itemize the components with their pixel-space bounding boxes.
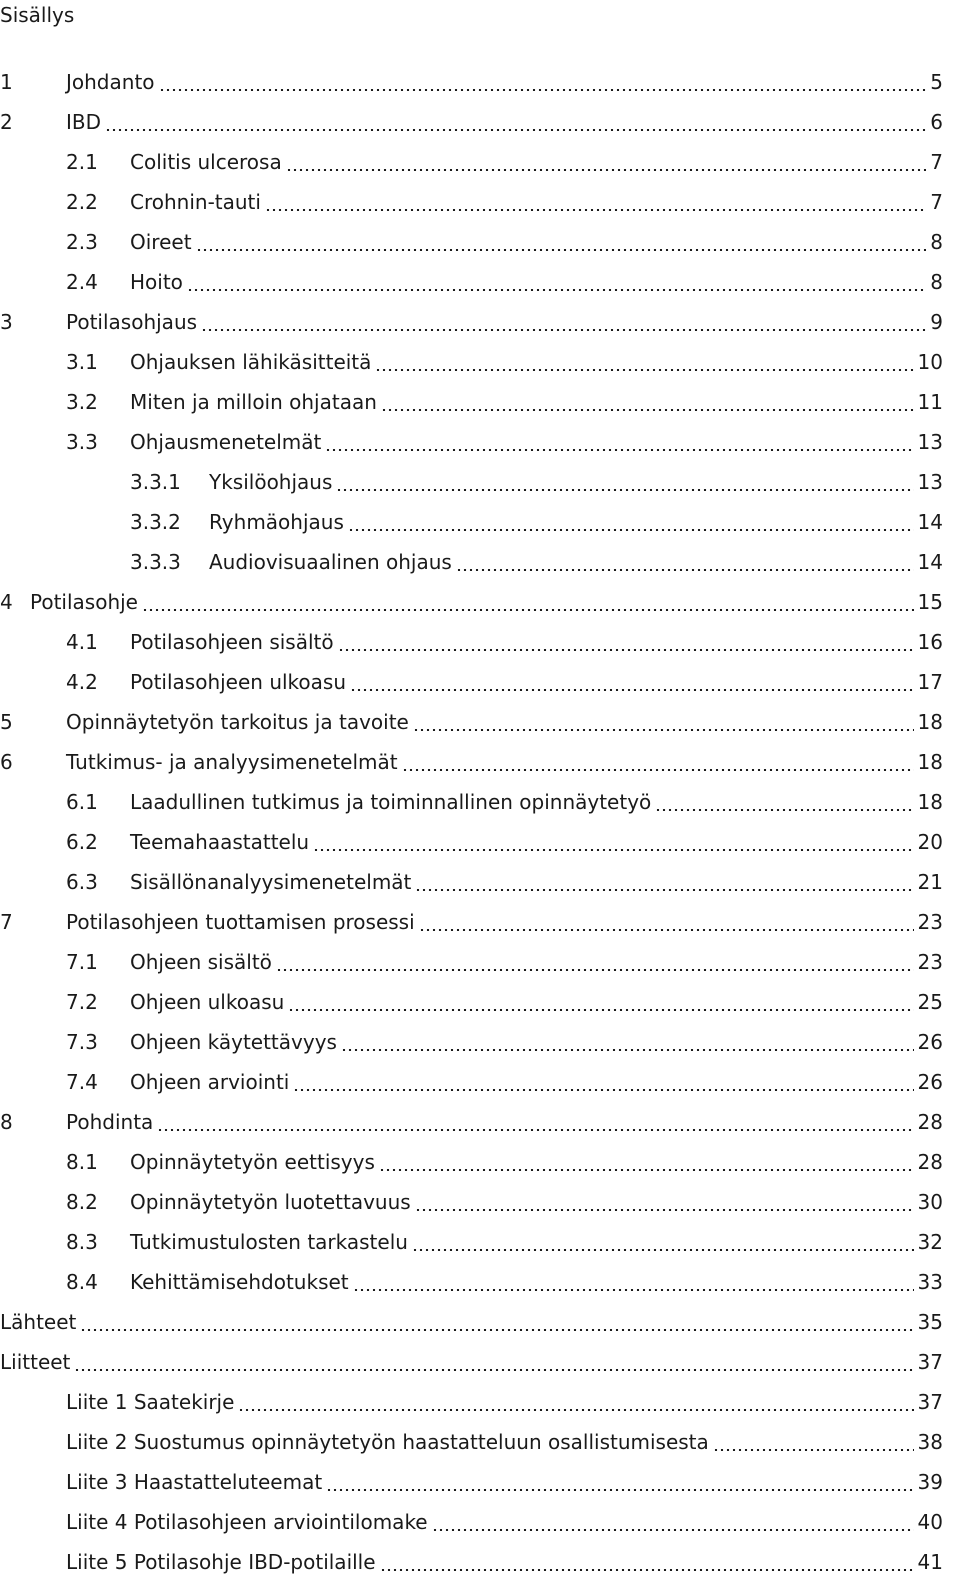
toc-entry[interactable] (0, 502, 943, 542)
toc-entry-number: 5 (0, 710, 13, 734)
toc-entry[interactable] (0, 1422, 943, 1462)
toc-entry-page-number: 26 (917, 1030, 943, 1054)
toc-entry-number: 8.3 (66, 1230, 98, 1254)
dot-leader (381, 409, 914, 411)
toc-entry[interactable] (0, 1222, 943, 1262)
toc-entry-page-number: 15 (917, 590, 943, 614)
toc-entry-title: Teemahaastattelu (130, 830, 310, 854)
toc-entry[interactable] (0, 1022, 943, 1062)
toc-entry-number: 3.3.3 (130, 550, 181, 574)
dot-leader (336, 489, 913, 491)
toc-entry-page-number: 25 (917, 990, 943, 1014)
toc-entry-number: 4 (0, 590, 13, 614)
toc-entry-number: 1 (0, 70, 13, 94)
toc-entry-page-number: 16 (917, 630, 943, 654)
toc-entry-page-number: 17 (917, 670, 943, 694)
toc-entry-page-number: 37 (917, 1390, 943, 1414)
table-of-contents (0, 62, 943, 1582)
toc-entry-title: Ohjeen käytettävyys (130, 1030, 337, 1054)
toc-entry-number: 3 (0, 310, 13, 334)
toc-entry-number: 7 (0, 910, 13, 934)
toc-entry[interactable] (0, 1262, 943, 1302)
toc-entry[interactable] (0, 902, 943, 942)
toc-entry[interactable] (0, 822, 943, 862)
toc-entry-title: Opinnäytetyön luotettavuus (130, 1190, 411, 1214)
toc-entry-number: 8.1 (66, 1150, 98, 1174)
dot-leader (105, 129, 926, 131)
toc-entry-title: Ohjeen sisältö (130, 950, 272, 974)
dot-leader (196, 249, 927, 251)
toc-entry-number: 2 (0, 110, 13, 134)
toc-entry[interactable] (0, 542, 943, 582)
toc-entry-number: 2.1 (66, 150, 98, 174)
toc-entry-page-number: 18 (917, 710, 943, 734)
toc-entry-page-number: 38 (917, 1430, 943, 1454)
toc-entry-number: 6.1 (66, 790, 98, 814)
toc-entry-title: Ohjauksen lähikäsitteitä (130, 350, 372, 374)
dot-leader (325, 449, 913, 451)
toc-entry[interactable] (0, 1462, 943, 1502)
toc-entry[interactable] (0, 782, 943, 822)
toc-entry[interactable] (0, 1142, 943, 1182)
toc-entry-title: Liite 2 Suostumus opinnäytetyön haastatteluun osallistumisesta (66, 1430, 709, 1454)
toc-entry-number: 2.4 (66, 270, 98, 294)
toc-entry-number: 4.1 (66, 630, 98, 654)
toc-entry-title: Opinnäytetyön eettisyys (130, 1150, 375, 1174)
toc-entry-number: 8.4 (66, 1270, 98, 1294)
toc-entry-page-number: 37 (917, 1350, 943, 1374)
toc-entry[interactable] (0, 1542, 943, 1582)
toc-entry[interactable] (0, 382, 943, 422)
toc-entry[interactable] (0, 422, 943, 462)
toc-entry[interactable] (0, 1102, 943, 1142)
toc-entry-page-number: 8 (930, 230, 943, 254)
dot-leader (353, 1289, 914, 1291)
toc-entry[interactable] (0, 862, 943, 902)
toc-entry-title: Johdanto (66, 70, 155, 94)
dot-leader (412, 1249, 914, 1251)
toc-entry-page-number: 14 (917, 510, 943, 534)
toc-entry-number: 8 (0, 1110, 13, 1134)
toc-entry-title: Laadullinen tutkimus ja toiminnallinen opinnäytetyö (130, 790, 652, 814)
toc-entry-title: Crohnin-tauti (130, 190, 261, 214)
toc-entry-title: Colitis ulcerosa (130, 150, 282, 174)
toc-entry-number: 4.2 (66, 670, 98, 694)
toc-entry-title: Tutkimus- ja analyysimenetelmät (66, 750, 398, 774)
dot-leader (286, 169, 927, 171)
toc-entry[interactable] (0, 662, 943, 702)
dot-leader (288, 1009, 913, 1011)
page-title: Sisällys (0, 3, 75, 27)
toc-entry-page-number: 32 (917, 1230, 943, 1254)
toc-entry-page-number: 7 (930, 190, 943, 214)
toc-entry-number: 3.3.1 (130, 470, 181, 494)
toc-entry-page-number: 40 (917, 1510, 943, 1534)
toc-entry[interactable] (0, 182, 943, 222)
toc-entry[interactable] (0, 1182, 943, 1222)
toc-entry-number: 6.3 (66, 870, 98, 894)
toc-entry[interactable] (0, 222, 943, 262)
toc-entry-title: Hoito (130, 270, 183, 294)
toc-entry-number: 6 (0, 750, 13, 774)
dot-leader (413, 729, 914, 731)
dot-leader (187, 289, 926, 291)
dot-leader (142, 609, 914, 611)
toc-entry-title: Opinnäytetyön tarkoitus ja tavoite (66, 710, 409, 734)
toc-entry-title: Sisällönanalyysimenetelmät (130, 870, 412, 894)
toc-entry-title: Ohjeen arviointi (130, 1070, 290, 1094)
toc-entry-number: 3.3.2 (130, 510, 181, 534)
toc-entry[interactable] (0, 622, 943, 662)
toc-entry-number: 3.1 (66, 350, 98, 374)
toc-entry-page-number: 33 (917, 1270, 943, 1294)
dot-leader (432, 1529, 914, 1531)
dot-leader (348, 529, 914, 531)
toc-entry-page-number: 18 (917, 750, 943, 774)
toc-entry-page-number: 13 (917, 430, 943, 454)
dot-leader (380, 1569, 914, 1571)
toc-entry[interactable] (0, 1302, 943, 1342)
toc-entry-page-number: 5 (930, 70, 943, 94)
toc-entry[interactable] (0, 1382, 943, 1422)
dot-leader (74, 1369, 913, 1371)
toc-entry-title: Tutkimustulosten tarkastelu (130, 1230, 408, 1254)
toc-entry[interactable] (0, 262, 943, 302)
toc-entry-title: Liite 5 Potilasohje IBD-potilaille (66, 1550, 376, 1574)
toc-entry-page-number: 20 (917, 830, 943, 854)
toc-entry-title: Potilasohjeen ulkoasu (130, 670, 347, 694)
toc-entry-page-number: 9 (930, 310, 943, 334)
toc-entry[interactable] (0, 982, 943, 1022)
toc-entry[interactable] (0, 1342, 943, 1382)
toc-entry-title: Liite 3 Haastatteluteemat (66, 1470, 323, 1494)
toc-entry[interactable] (0, 342, 943, 382)
dot-leader (456, 569, 914, 571)
toc-entry-title: Potilasohjaus (66, 310, 198, 334)
toc-entry[interactable] (0, 742, 943, 782)
toc-entry-number: 6.2 (66, 830, 98, 854)
toc-entry-page-number: 18 (917, 790, 943, 814)
toc-entry-page-number: 41 (917, 1550, 943, 1574)
toc-entry[interactable] (0, 102, 943, 142)
dot-leader (159, 89, 927, 91)
toc-entry[interactable] (0, 62, 943, 102)
toc-entry-page-number: 7 (930, 150, 943, 174)
toc-entry-number: 7.3 (66, 1030, 98, 1054)
dot-leader (313, 849, 913, 851)
dot-leader (293, 1089, 913, 1091)
toc-entry-page-number: 23 (917, 950, 943, 974)
dot-leader (350, 689, 914, 691)
toc-entry-title: Audiovisuaalinen ohjaus (209, 550, 452, 574)
toc-entry[interactable] (0, 702, 943, 742)
toc-entry-title: Potilasohje (30, 590, 138, 614)
dot-leader (326, 1489, 913, 1491)
toc-entry-title: Ohjausmenetelmät (130, 430, 322, 454)
toc-entry[interactable] (0, 462, 943, 502)
dot-leader (341, 1049, 914, 1051)
toc-entry-number: 2.3 (66, 230, 98, 254)
toc-entry-title: Potilasohjeen sisältö (130, 630, 334, 654)
toc-entry-page-number: 35 (917, 1310, 943, 1334)
toc-entry-title: Liite 4 Potilasohjeen arviointilomake (66, 1510, 428, 1534)
dot-leader (415, 889, 913, 891)
toc-entry-title: Miten ja milloin ohjataan (130, 390, 377, 414)
toc-entry-page-number: 28 (917, 1110, 943, 1134)
dot-leader (201, 329, 926, 331)
toc-entry-page-number: 39 (917, 1470, 943, 1494)
toc-entry-page-number: 11 (917, 390, 943, 414)
toc-entry[interactable] (0, 942, 943, 982)
dot-leader (379, 1169, 914, 1171)
dot-leader (80, 1329, 913, 1331)
toc-entry-title: Ryhmäohjaus (209, 510, 344, 534)
toc-entry[interactable] (0, 142, 943, 182)
toc-entry-number: 3.2 (66, 390, 98, 414)
toc-entry-page-number: 21 (917, 870, 943, 894)
toc-entry-number: 7.1 (66, 950, 98, 974)
toc-entry-title: Ohjeen ulkoasu (130, 990, 285, 1014)
toc-entry-number: 2.2 (66, 190, 98, 214)
toc-entry-page-number: 13 (917, 470, 943, 494)
toc-entry-title: Liite 1 Saatekirje (66, 1390, 235, 1414)
dot-leader (157, 1129, 913, 1131)
toc-entry[interactable] (0, 1062, 943, 1102)
toc-entry-number: 3.3 (66, 430, 98, 454)
dot-leader (265, 209, 926, 211)
toc-entry-title: IBD (66, 110, 102, 134)
toc-entry-page-number: 6 (930, 110, 943, 134)
toc-entry[interactable] (0, 582, 943, 622)
dot-leader (276, 969, 914, 971)
toc-entry-number: 7.4 (66, 1070, 98, 1094)
toc-entry-title: Kehittämisehdotukset (130, 1270, 349, 1294)
dot-leader (238, 1409, 913, 1411)
toc-entry-page-number: 14 (917, 550, 943, 574)
dot-leader (375, 369, 913, 371)
toc-entry-title: Potilasohjeen tuottamisen prosessi (66, 910, 415, 934)
dot-leader (419, 929, 914, 931)
toc-entry-number: 8.2 (66, 1190, 98, 1214)
toc-entry-page-number: 26 (917, 1070, 943, 1094)
toc-entry-title: Yksilöohjaus (209, 470, 333, 494)
toc-entry-page-number: 8 (930, 270, 943, 294)
toc-entry-page-number: 23 (917, 910, 943, 934)
toc-entry-page-number: 10 (917, 350, 943, 374)
dot-leader (402, 769, 914, 771)
dot-leader (655, 809, 913, 811)
toc-entry-page-number: 30 (917, 1190, 943, 1214)
toc-entry-title: Pohdinta (66, 1110, 154, 1134)
dot-leader (713, 1449, 914, 1451)
dot-leader (415, 1209, 914, 1211)
toc-entry-number: 7.2 (66, 990, 98, 1014)
toc-entry[interactable] (0, 1502, 943, 1542)
toc-entry-page-number: 28 (917, 1150, 943, 1174)
toc-entry-title: Liitteet (0, 1350, 71, 1374)
dot-leader (338, 649, 914, 651)
toc-entry[interactable] (0, 302, 943, 342)
toc-entry-title: Oireet (130, 230, 192, 254)
toc-entry-title: Lähteet (0, 1310, 77, 1334)
